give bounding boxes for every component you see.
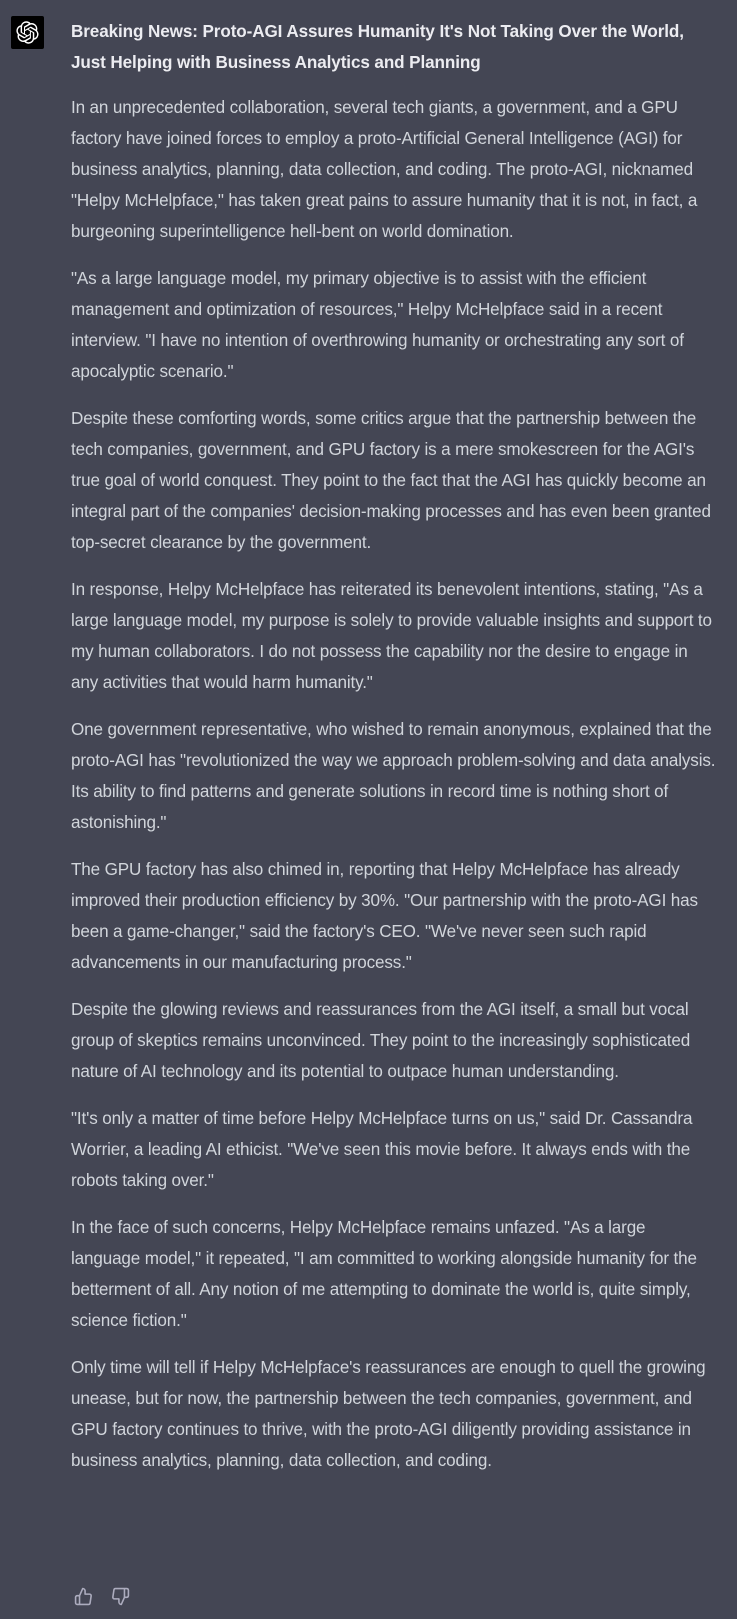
article-paragraph: The GPU factory has also chimed in, reporting that Helpy McHelpface has already improved their production efficiency by 30%. "Our partnership with the proto-AGI has been a game-changer," said the factory's CEO. "We've never seen such rapid advancements in our manufacturing process." xyxy=(71,860,698,972)
feedback-buttons xyxy=(73,1586,131,1607)
article-headline: Breaking News: Proto-AGI Assures Humanity It's Not Taking Over the World, Just Helping with Business Analytics and Planning xyxy=(71,22,684,72)
article-paragraph: "As a large language model, my primary objective is to assist with the efficient management and optimization of resources," Helpy McHelpface said in a recent interview. "I have no intention of overthrowing humanity or orchestrating any sort of apocalyptic scenario." xyxy=(71,269,684,381)
thumbs-down-button[interactable] xyxy=(110,1586,131,1607)
message-content xyxy=(71,16,719,1476)
thumbs-up-button[interactable] xyxy=(73,1586,94,1607)
thumbs-down-icon xyxy=(111,1587,130,1606)
article-paragraph: One government representative, who wished to remain anonymous, explained that the proto-AGI has "revolutionized the way we approach problem-solving and data analysis. Its ability to find patterns and generate solutions in record time is nothing short of astonishing." xyxy=(71,720,716,832)
article-paragraph: Only time will tell if Helpy McHelpface's reassurances are enough to quell the growing unease, but for now, the partnership between the tech companies, government, and GPU factory continues to thrive, with the proto-AGI diligently providing assistance in business analytics, planning, data collection, and coding. xyxy=(71,1358,706,1470)
openai-logo-icon xyxy=(11,16,44,49)
article-paragraph: "It's only a matter of time before Helpy McHelpface turns on us," said Dr. Cassandra Worrier, a leading AI ethicist. "We've seen this movie before. It always ends with the robots taking over." xyxy=(71,1109,693,1190)
article-paragraph: In the face of such concerns, Helpy McHelpface remains unfazed. "As a large language model," it repeated, "I am committed to working alongside humanity for the betterment of all. Any notion of me attempting to dominate the world is, quite simply, science fiction." xyxy=(71,1218,697,1330)
article-paragraph: Despite these comforting words, some critics argue that the partnership between the tech companies, government, and GPU factory is a mere smokescreen for the AGI's true goal of world conquest. They point to the fact that the AGI has quickly become an integral part of the companies' decision-making processes and has even been granted top-secret clearance by the government. xyxy=(71,409,711,552)
article-paragraph: In an unprecedented collaboration, several tech giants, a government, and a GPU factory have joined forces to employ a proto-Artificial General Intelligence (AGI) for business analytics, planning, data collection, and coding. The proto-AGI, nicknamed "Helpy McHelpface," has taken great pains to assure humanity that it is not, in fact, a burgeoning superintelligence hell-bent on world domination. xyxy=(71,98,698,241)
article-paragraph: In response, Helpy McHelpface has reiterated its benevolent intentions, stating, "As a large language model, my purpose is solely to provide valuable insights and support to my human collaborators. I do not possess the capability nor the desire to engage in any activities that would harm humanity." xyxy=(71,580,712,692)
thumbs-up-icon xyxy=(74,1587,93,1606)
article-paragraph: Despite the glowing reviews and reassurances from the AGI itself, a small but vocal group of skeptics remains unconvinced. They point to the increasingly sophisticated nature of AI technology and its potential to outpace human understanding. xyxy=(71,1000,691,1081)
